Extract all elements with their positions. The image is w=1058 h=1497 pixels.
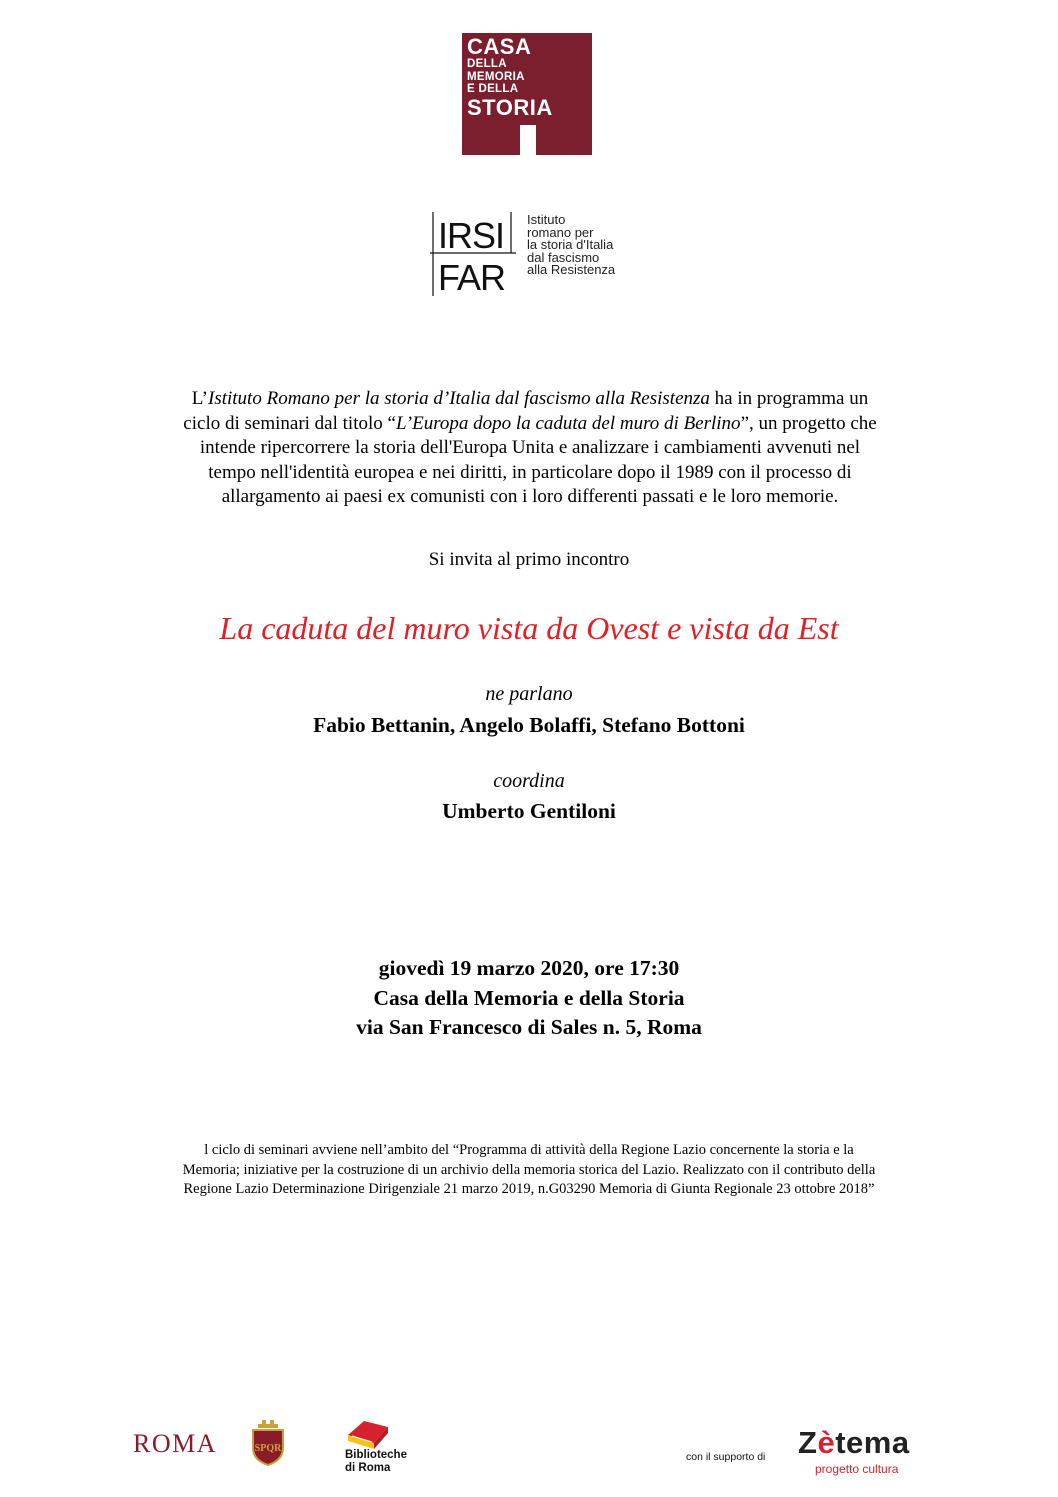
- casa-logo-notch: [520, 125, 536, 155]
- irsifar-description-line: romano per: [527, 224, 594, 240]
- biblioteche-line: Biblioteche: [345, 1449, 407, 1461]
- moderator-name: Umberto Gentiloni: [442, 799, 616, 823]
- svg-text:SPQR: SPQR: [254, 1443, 282, 1454]
- intro-line: allargamento ai paesi ex comunisti con i loro differenti passati e le loro memorie.: [221, 486, 839, 508]
- footnote-line: Memoria; iniziative per la costruzione di un archivio della memoria storica del Lazio. Realizzato con il contributo della: [182, 1161, 876, 1178]
- event-address: via San Francesco di Sales n. 5, Roma: [356, 1015, 702, 1039]
- intro-text: ha in programma un: [709, 388, 869, 409]
- irsifar-description-line: Istituto: [527, 212, 566, 227]
- irsifar-description-line: alla Resistenza: [527, 262, 616, 277]
- speakers-label: ne parlano: [485, 683, 573, 705]
- speakers-names: Fabio Bettanin, Angelo Bolaffi, Stefano Bottoni: [313, 713, 745, 737]
- casa-logo-line: DELLA: [467, 58, 507, 70]
- intro-line: tempo nell'identità europea e nei diritti, in particolare dopo il 1989 con il processo di: [208, 461, 852, 483]
- footnote-line: Regione Lazio Determinazione Dirigenziale 21 marzo 2019, n.G03290 Memoria di Giunta Regionale 23 ottobre 2018”: [183, 1181, 875, 1197]
- event-title: La caduta del muro vista da Ovest e vista da Est: [219, 610, 839, 646]
- irsifar-mark-row1: IRSI: [438, 215, 505, 256]
- biblioteche-line: di Roma: [345, 1461, 391, 1474]
- biblioteche-logo-text: [345, 1449, 407, 1474]
- sponsor-label: con il supporto di: [686, 1451, 766, 1463]
- event-details: [0, 954, 1058, 1043]
- seminar-cycle-title: L’Europa dopo la caduta del muro di Berlino: [395, 412, 741, 434]
- event-venue: Casa della Memoria e della Storia: [373, 985, 685, 1010]
- irsifar-logo-mark: [430, 212, 516, 296]
- intro-text: ciclo di seminari dal titolo “: [183, 412, 396, 434]
- intro-line: intende ripercorrere la storia dell'Europa Unita e analizzare i cambiamenti avvenuti nel: [199, 437, 861, 459]
- casa-della-memoria-logo: [462, 33, 592, 155]
- irsifar-description-line: la storia d'Italia: [527, 237, 614, 252]
- institute-name: Istituto Romano per la storia d’Italia dal fascismo alla Resistenza: [208, 388, 710, 409]
- casa-logo-line: E DELLA: [467, 83, 519, 95]
- moderator-label: coordina: [493, 770, 565, 792]
- irsifar-description-line: dal fascismo: [527, 249, 600, 265]
- intro-line: [80, 412, 980, 437]
- intro-text: L’: [191, 388, 208, 409]
- casa-logo-line: STORIA: [467, 94, 553, 120]
- zetema-z: Z: [798, 1425, 818, 1460]
- funding-footnote: [100, 1141, 958, 1200]
- irsifar-mark-row2: FAR: [438, 257, 506, 296]
- biblioteche-book-icon: [344, 1417, 394, 1451]
- zetema-subtitle: progetto cultura: [815, 1462, 899, 1476]
- roma-logo-text: ROMA: [133, 1429, 218, 1458]
- zetema-logo: [798, 1427, 910, 1458]
- roma-shield-icon: [250, 1420, 286, 1466]
- footnote-line: l ciclo di seminari avviene nell’ambito del “Programma di attività della Regione Lazio concernente la storia e la: [204, 1142, 854, 1158]
- intro-paragraph: [80, 387, 980, 510]
- event-date: giovedì 19 marzo 2020, ore 17:30: [378, 956, 680, 980]
- invite-text: Si invita al primo incontro: [428, 549, 630, 570]
- intro-text: ”, un progetto che: [740, 412, 877, 434]
- irsifar-description: [527, 214, 615, 277]
- zetema-accent: è: [817, 1425, 836, 1460]
- casa-logo-line: CASA: [467, 34, 532, 59]
- zetema-rest: tema: [835, 1425, 910, 1460]
- intro-line: [80, 387, 980, 412]
- casa-logo-line: MEMORIA: [467, 70, 525, 83]
